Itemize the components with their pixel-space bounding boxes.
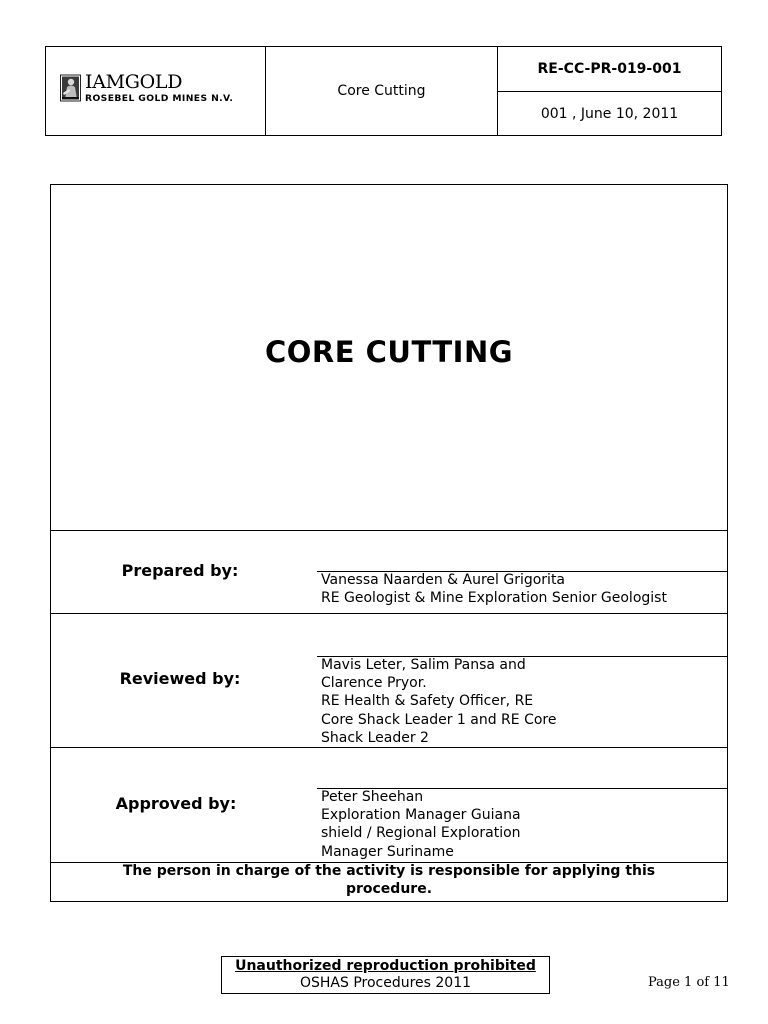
document-title: CORE CUTTING bbox=[264, 335, 514, 369]
miner-logo-icon bbox=[60, 73, 82, 103]
header-title: Core Cutting bbox=[266, 47, 498, 135]
prepared-by-names bbox=[321, 571, 667, 607]
name-line: Peter Sheehan bbox=[321, 789, 424, 805]
logo-cell bbox=[46, 47, 266, 135]
name-line: RE Geologist & Mine Exploration Senior Geologist bbox=[321, 590, 667, 607]
divider bbox=[51, 613, 727, 614]
cover-box bbox=[50, 184, 728, 902]
name-line: Clarence Pryor. bbox=[321, 675, 427, 692]
name-line: Vanessa Naarden & Aurel Grigorita bbox=[321, 572, 566, 588]
reviewed-by-label: Reviewed by: bbox=[119, 669, 241, 688]
name-line: Shack Leader 2 bbox=[321, 729, 429, 746]
prepared-by-label: Prepared by: bbox=[121, 561, 239, 580]
page-number: Page 1 of 11 bbox=[648, 975, 730, 990]
reviewed-by-names bbox=[321, 656, 556, 747]
divider bbox=[51, 747, 727, 748]
divider bbox=[51, 530, 727, 531]
reproduction-notice-box bbox=[221, 956, 550, 994]
company-logo bbox=[60, 72, 256, 112]
name-line: shield / Regional Exploration bbox=[321, 825, 521, 842]
document-code: RE-CC-PR-019-001 bbox=[498, 47, 721, 92]
name-line: Manager Suriname bbox=[321, 843, 454, 860]
document-header bbox=[45, 46, 722, 136]
company-name: IAMGOLD bbox=[85, 71, 183, 93]
name-line: Mavis Leter, Salim Pansa and bbox=[321, 657, 526, 673]
note-line: The person in charge of the activity is responsible for applying this bbox=[122, 863, 656, 879]
document-revision: 001 , June 10, 2011 bbox=[540, 105, 679, 122]
procedures-label: OSHAS Procedures 2011 bbox=[299, 975, 472, 991]
company-subtitle: ROSEBEL GOLD MINES N.V. bbox=[85, 93, 234, 104]
approved-by-label: Approved by: bbox=[115, 794, 237, 813]
name-line: RE Health & Safety Officer, RE bbox=[321, 693, 534, 710]
responsibility-note bbox=[51, 862, 727, 898]
note-line: procedure. bbox=[345, 881, 433, 897]
reproduction-warning: Unauthorized reproduction prohibited bbox=[235, 958, 536, 974]
approved-by-names bbox=[321, 788, 521, 861]
name-line: Core Shack Leader 1 and RE Core bbox=[321, 711, 557, 728]
name-line: Exploration Manager Guiana bbox=[321, 807, 521, 824]
